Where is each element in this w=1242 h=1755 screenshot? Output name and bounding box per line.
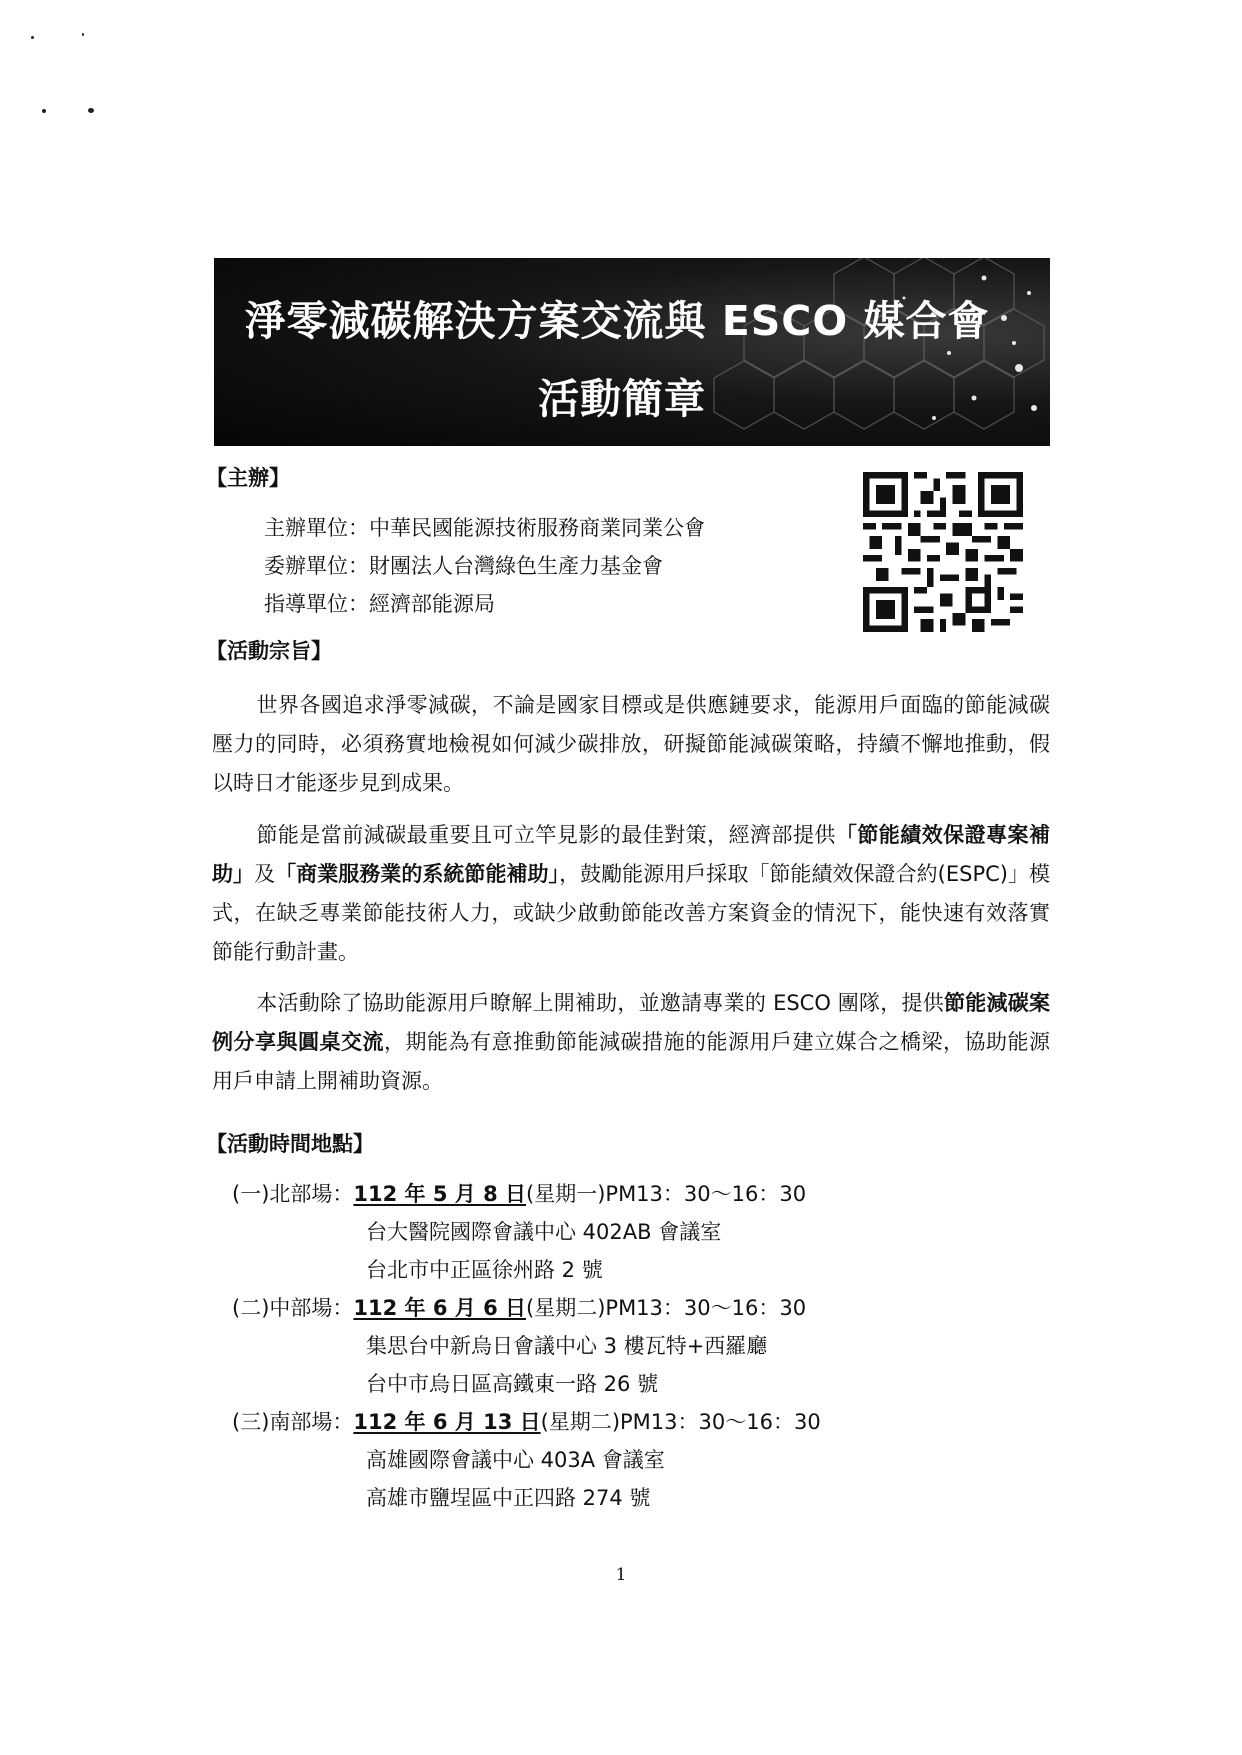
session-line <box>232 1292 806 1322</box>
session-line <box>232 1406 821 1436</box>
session-line <box>232 1178 806 1208</box>
page-number: 1 <box>615 1565 627 1585</box>
page-subtitle: 活動簡章 <box>538 375 706 423</box>
scan-speck <box>82 33 84 36</box>
session-date: 112 年 6 月 13 日 <box>353 1410 541 1434</box>
session-address: 台中市烏日區高鐵東一路 26 號 <box>366 1372 659 1396</box>
scan-speck <box>31 36 34 39</box>
session-label: (二)中部場： <box>232 1296 354 1320</box>
organizer-row <box>264 588 495 618</box>
session-time: (星期一)PM13：30～16：30 <box>526 1182 807 1206</box>
session-venue: 台大醫院國際會議中心 402AB 會議室 <box>366 1220 722 1244</box>
session-label: (三)南部場： <box>232 1410 354 1434</box>
session-label: (一)北部場： <box>232 1182 354 1206</box>
purpose-heading: 【活動宗旨】 <box>206 639 332 663</box>
session-venue: 高雄國際會議中心 403A 會議室 <box>366 1448 665 1472</box>
organizer-label: 主辦單位： <box>264 516 369 540</box>
session-date: 112 年 6 月 6 日 <box>353 1296 527 1320</box>
organizer-value: 中華民國能源技術服務商業同業公會 <box>369 516 705 540</box>
subsidy-name: 「商業服務業的系統節能補助」 <box>275 862 560 886</box>
purpose-text: 本活動除了協助能源用戶瞭解上開補助，並邀請專業的 ESCO 團隊，提供 <box>256 991 945 1015</box>
purpose-text: ，期能為有意推動節能減碳措施的能源用戶建立媒合之橋梁，協助能源用戶申請上開補助資源。 <box>212 1030 1050 1093</box>
purpose-text: 世界各國追求淨零減碳，不論是國家目標或是供應鏈要求，能源用戶面臨的節能減碳壓力的同時，必須務實地檢視如何減少碳排放，研擬節能減碳策略，持續不懈地推動，假以時日才能逐步見到成果。 <box>212 693 1050 795</box>
session-time: (星期二)PM13：30～16：30 <box>526 1296 807 1320</box>
organizer-label: 委辦單位： <box>264 554 369 578</box>
page-title: 淨零減碳解決方案交流與 ESCO 媒合會 <box>244 297 990 345</box>
purpose-paragraph <box>212 984 1050 1101</box>
organizer-row <box>264 550 663 580</box>
purpose-text: 及 <box>254 862 276 886</box>
scan-speck <box>88 108 94 113</box>
organizer-value: 財團法人台灣綠色生產力基金會 <box>369 554 663 578</box>
purpose-text: ，鼓勵能源用戶採取「節能績效保證合約(ESPC)」模式，在缺乏專業節能技術人力，或缺少啟動節能改善方案資金的情況下，能快速有效落實節能行動計畫。 <box>212 862 1051 964</box>
session-time: (星期二)PM13：30～16：30 <box>540 1410 821 1434</box>
purpose-paragraph <box>212 686 1050 803</box>
organizer-row <box>264 512 705 542</box>
session-date: 112 年 5 月 8 日 <box>353 1182 527 1206</box>
qr-code-icon[interactable] <box>863 472 1023 632</box>
schedule-heading: 【活動時間地點】 <box>206 1132 374 1156</box>
title-banner <box>214 258 1050 446</box>
session-venue: 集思台中新烏日會議中心 3 樓瓦特+西羅廳 <box>366 1334 768 1358</box>
organizer-value: 經濟部能源局 <box>369 592 495 616</box>
purpose-text: 節能是當前減碳最重要且可立竿見影的最佳對策，經濟部提供 <box>256 823 836 847</box>
session-address: 高雄市鹽埕區中正四路 274 號 <box>366 1486 651 1510</box>
organizer-label: 指導單位： <box>264 592 369 616</box>
organizers-heading: 【主辦】 <box>206 466 290 490</box>
purpose-paragraph <box>212 816 1050 972</box>
subsidy-name: 「節能績效保證專案補助」 <box>212 823 1051 886</box>
highlight-text: 節能減碳案例分享與圓桌交流 <box>212 991 1050 1054</box>
session-address: 台北市中正區徐州路 2 號 <box>366 1258 603 1282</box>
scan-speck <box>42 109 46 113</box>
